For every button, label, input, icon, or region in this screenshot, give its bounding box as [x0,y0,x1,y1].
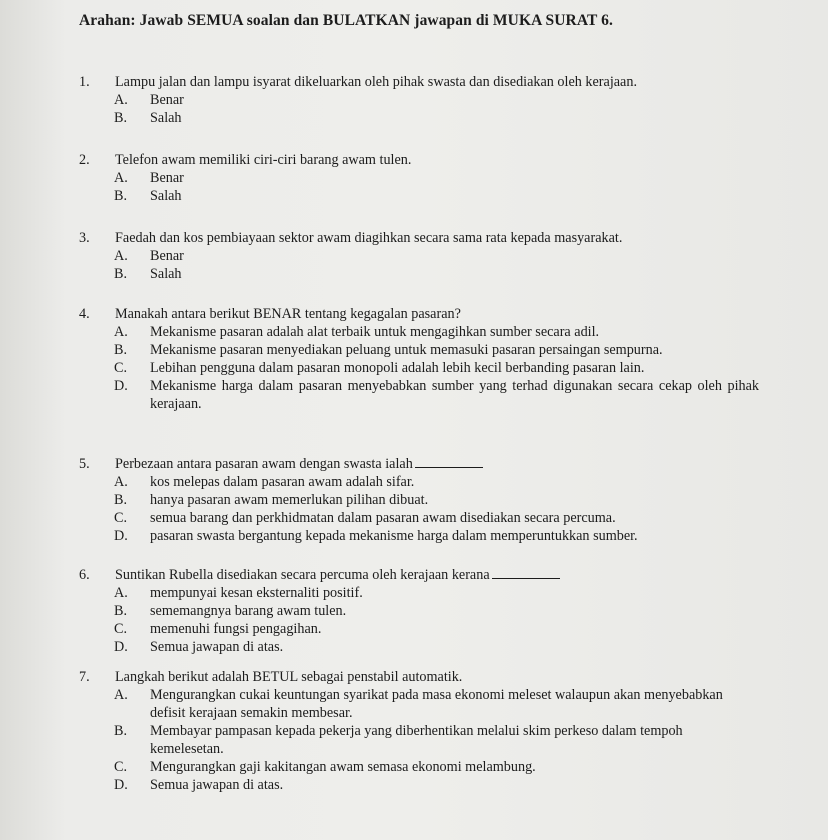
option-letter: B. [114,492,128,508]
option-d[interactable] [114,776,759,794]
option-letter: A. [114,474,128,490]
option-c[interactable] [114,758,759,776]
option-letter: C. [114,360,128,376]
option-text: Mengurangkan cukai keuntungan syarikat pada masa ekonomi meleset walaupun akan menyebabkan defisit kerajaan semakin membesar. [150,687,723,721]
option-text: Salah [150,188,182,204]
option-a[interactable] [114,584,759,602]
question-text: Manakah antara berikut BENAR tentang kegagalan pasaran? [115,306,461,322]
option-letter: B. [114,603,128,619]
question-3 [79,229,759,283]
option-text: hanya pasaran awam memerlukan pilihan dibuat. [150,492,429,508]
option-letter: A. [114,687,128,703]
option-text: memenuhi fungsi pengagihan. [150,621,322,637]
option-text: Benar [150,170,184,186]
option-letter: D. [114,639,128,655]
option-text: semua barang dan perkhidmatan dalam pasaran awam disediakan secara percuma. [150,510,616,526]
question-text: Perbezaan antara pasaran awam dengan swasta ialah [115,456,413,472]
option-letter: C. [114,759,128,775]
option-b[interactable] [114,722,759,758]
option-b[interactable] [114,491,759,509]
option-text: Mengurangkan gaji kakitangan awam semasa ekonomi melambung. [150,759,536,775]
option-c[interactable] [114,620,759,638]
question-1 [79,73,759,127]
option-b[interactable] [114,602,759,620]
option-text: Mekanisme harga dalam pasaran menyebabkan sumber yang terhad digunakan secara cekap oleh pihak kerajaan. [150,378,759,412]
option-a[interactable] [114,686,759,722]
option-a[interactable] [114,91,759,109]
option-letter: D. [114,528,128,544]
question-number: 4. [79,306,90,322]
option-b[interactable] [114,265,759,283]
option-text: Salah [150,266,182,282]
option-text: Salah [150,110,182,126]
option-letter: A. [114,248,128,264]
option-letter: B. [114,342,128,358]
question-2 [79,151,759,205]
question-number: 2. [79,152,90,168]
answer-blank [415,455,483,468]
option-letter: D. [114,378,128,394]
question-6 [79,566,759,656]
option-a[interactable] [114,169,759,187]
option-a[interactable] [114,473,759,491]
option-letter: A. [114,92,128,108]
option-text: mempunyai kesan eksternaliti positif. [150,585,363,601]
option-letter: A. [114,324,128,340]
question-7 [79,668,759,794]
option-text: Benar [150,92,184,108]
option-text: sememangnya barang awam tulen. [150,603,347,619]
option-c[interactable] [114,359,759,377]
question-number: 1. [79,74,90,90]
question-number: 3. [79,230,90,246]
option-text: Benar [150,248,184,264]
option-text: Lebihan pengguna dalam pasaran monopoli adalah lebih kecil berbanding pasaran lain. [150,360,645,376]
option-letter: B. [114,723,128,739]
question-5 [79,455,759,545]
option-d[interactable] [114,377,759,413]
option-letter: A. [114,585,128,601]
option-letter: C. [114,510,128,526]
option-d[interactable] [114,638,759,656]
option-b[interactable] [114,109,759,127]
question-number: 7. [79,669,90,685]
option-text: pasaran swasta bergantung kepada mekanisme harga dalam memperuntukkan sumber. [150,528,638,544]
question-number: 5. [79,456,90,472]
option-c[interactable] [114,509,759,527]
option-text: Membayar pampasan kepada pekerja yang diberhentikan melalui skim perkeso dalam tempoh kemelesetan. [150,723,683,757]
option-a[interactable] [114,323,759,341]
instruction-heading: Arahan: Jawab SEMUA soalan dan BULATKAN jawapan di MUKA SURAT 6. [79,12,613,29]
option-d[interactable] [114,527,759,545]
option-text: Mekanisme pasaran menyediakan peluang untuk memasuki pasaran persaingan sempurna. [150,342,663,358]
option-text: Semua jawapan di atas. [150,639,284,655]
question-4 [79,305,759,413]
answer-blank [492,566,560,579]
option-letter: A. [114,170,128,186]
option-letter: B. [114,188,128,204]
question-text: Langkah berikut adalah BETUL sebagai penstabil automatik. [115,669,463,685]
option-letter: B. [114,266,128,282]
question-text: Faedah dan kos pembiayaan sektor awam diagihkan secara sama rata kepada masyarakat. [115,230,623,246]
option-letter: C. [114,621,128,637]
option-text: Semua jawapan di atas. [150,777,284,793]
question-text: Suntikan Rubella disediakan secara percuma oleh kerajaan kerana [115,567,490,583]
question-text: Lampu jalan dan lampu isyarat dikeluarkan oleh pihak swasta dan disediakan oleh kerajaan. [115,74,637,90]
option-a[interactable] [114,247,759,265]
option-b[interactable] [114,187,759,205]
option-b[interactable] [114,341,759,359]
question-number: 6. [79,567,90,583]
option-letter: D. [114,777,128,793]
option-text: kos melepas dalam pasaran awam adalah sifar. [150,474,415,490]
option-text: Mekanisme pasaran adalah alat terbaik untuk mengagihkan sumber secara adil. [150,324,600,340]
option-letter: B. [114,110,128,126]
question-text: Telefon awam memiliki ciri-ciri barang awam tulen. [115,152,412,168]
